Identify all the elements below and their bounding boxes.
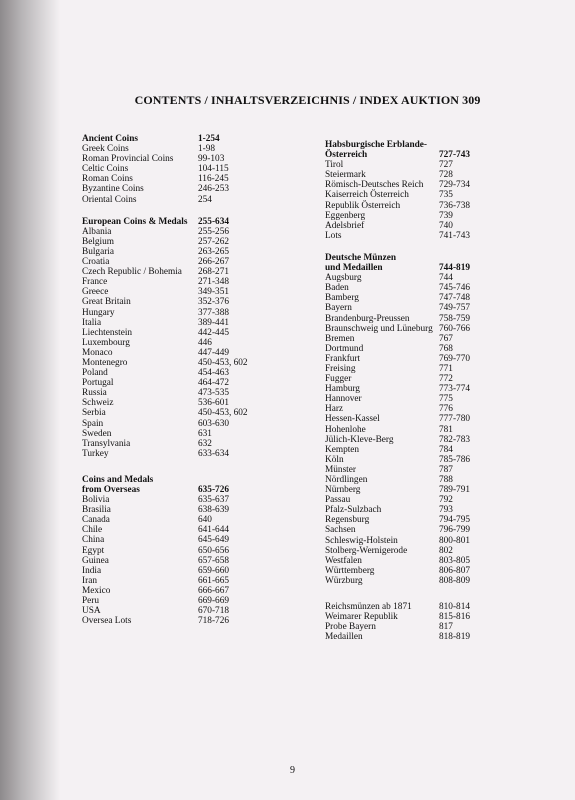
entry-name: Harz [325, 404, 344, 415]
index-section [82, 475, 277, 626]
entry-name: Römisch-Deutsches Reich [325, 180, 424, 191]
entry-name: Liechtenstein [82, 327, 133, 338]
index-entry [82, 287, 277, 297]
entry-name: Poland [82, 368, 108, 379]
entry-name: Frankfurt [325, 353, 361, 364]
index-entry [82, 388, 277, 398]
entry-name: Münster [325, 464, 356, 475]
entry-name: Hungary [82, 307, 115, 318]
index-entry [325, 180, 525, 190]
index-entry [82, 606, 277, 616]
entry-lot-range: 669-669 [198, 596, 229, 607]
index-entry [325, 364, 525, 374]
entry-lot-range: 442-445 [198, 327, 229, 338]
entry-name: Pfalz-Sulzbach [325, 505, 382, 516]
entry-name: Dortmund [325, 343, 364, 354]
index-entry [325, 314, 525, 324]
entry-lot-range: 255-256 [198, 226, 229, 237]
entry-name: Fugger [325, 374, 352, 385]
index-entry [325, 455, 525, 465]
entry-name: USA [82, 606, 101, 617]
entry-name: Tirol [325, 160, 344, 171]
index-entry [82, 419, 277, 429]
page-number: 9 [290, 765, 295, 776]
entry-name: Republik Österreich [325, 200, 401, 211]
entry-name: Guinea [82, 555, 109, 566]
entry-lot-range: 785-786 [439, 454, 470, 465]
entry-lot-range: 271-348 [198, 277, 229, 288]
entry-name: Portugal [82, 378, 114, 389]
entry-lot-range: 794-795 [439, 515, 470, 526]
entry-name: Sachsen [325, 525, 356, 536]
entry-name: Probe Bayern [325, 622, 376, 633]
entry-lot-range: 793 [439, 505, 453, 516]
entry-name: Brasilia [82, 505, 111, 516]
index-entry [82, 174, 277, 184]
index-entry [82, 348, 277, 358]
entry-lot-range: 749-757 [439, 303, 470, 314]
entry-name: Regensburg [325, 515, 370, 526]
entry-lot-range: 744 [439, 273, 453, 284]
index-entry [325, 344, 525, 354]
entry-lot-range: 767 [439, 333, 453, 344]
entry-lot-range: 650-656 [198, 545, 229, 556]
entry-lot-range: 633-634 [198, 448, 229, 459]
entry-name: Schweiz [82, 398, 114, 409]
entry-lot-range: 99-103 [198, 154, 225, 165]
section-heading-title: European Coins & Medals [82, 216, 188, 227]
section-heading [82, 485, 277, 495]
index-entry [325, 354, 525, 364]
index-entry [325, 546, 525, 556]
index-entry [325, 576, 525, 586]
index-entry [325, 394, 525, 404]
entry-lot-range: 740 [439, 220, 453, 231]
index-entry [325, 273, 525, 283]
entry-lot-range: 536-601 [198, 398, 229, 409]
index-entry [325, 170, 525, 180]
index-entry [82, 525, 277, 535]
index-entry [325, 485, 525, 495]
entry-name: Bayern [325, 303, 352, 314]
index-entry [325, 211, 525, 221]
section-heading [82, 475, 277, 485]
entry-lot-range: 450-453, 602 [198, 408, 248, 419]
section-heading-range: 727-743 [439, 150, 470, 161]
index-entry [325, 414, 525, 424]
page-title: CONTENTS / INHALTSVERZEICHNIS / INDEX AUKTION 309 [134, 93, 481, 107]
entry-name: Adelsbrief [325, 220, 365, 231]
entry-name: Kempten [325, 444, 360, 455]
entry-name: Great Britain [82, 297, 131, 308]
section-heading [325, 263, 525, 273]
section-heading [325, 253, 525, 263]
index-entry [325, 231, 525, 241]
index-entry [325, 536, 525, 546]
index-entry [82, 378, 277, 388]
entry-lot-range: 747-748 [439, 293, 470, 304]
index-entry [325, 221, 525, 231]
index-entry [82, 546, 277, 556]
entry-lot-range: 729-734 [439, 180, 470, 191]
entry-name: Turkey [82, 448, 109, 459]
entry-lot-range: 640 [198, 515, 212, 526]
entry-lot-range: 745-746 [439, 283, 470, 294]
index-entry [82, 495, 277, 505]
entry-name: Iran [82, 575, 97, 586]
index-entry [82, 566, 277, 576]
entry-name: Nürnberg [325, 485, 361, 496]
entry-name: Eggenberg [325, 210, 366, 221]
entry-lot-range: 775 [439, 394, 453, 405]
index-entry [82, 227, 277, 237]
entry-lot-range: 268-271 [198, 267, 229, 278]
index-entry [82, 596, 277, 606]
entry-lot-range: 796-799 [439, 525, 470, 536]
entry-name: Oriental Coins [82, 194, 137, 205]
section-heading-title: Ancient Coins [82, 134, 139, 144]
entry-name: Serbia [82, 408, 106, 419]
section-heading-range: 255-634 [198, 216, 229, 227]
entry-name: Würzburg [325, 575, 363, 586]
left-column [82, 134, 277, 642]
index-entry [82, 586, 277, 596]
index-entry [325, 334, 525, 344]
section-heading-title: from Overseas [82, 485, 140, 495]
entry-name: Montenegro [82, 357, 128, 368]
index-entry [82, 257, 277, 267]
index-entry [325, 475, 525, 485]
entry-lot-range: 735 [439, 190, 453, 201]
index-entry [82, 164, 277, 174]
entry-lot-range: 788 [439, 475, 453, 485]
index-entry [325, 374, 525, 384]
entry-name: Greek Coins [82, 144, 129, 155]
entry-lot-range: 603-630 [198, 418, 229, 429]
entry-lot-range: 632 [198, 438, 212, 449]
entry-lot-range: 800-801 [439, 535, 470, 546]
entry-lot-range: 246-253 [198, 184, 229, 195]
entry-name: Egypt [82, 545, 105, 556]
index-entry [82, 277, 277, 287]
index-entry [82, 398, 277, 408]
entry-lot-range: 645-649 [198, 535, 229, 546]
index-entry [325, 495, 525, 505]
entry-name: Passau [325, 495, 351, 506]
index-entry [82, 318, 277, 328]
entry-lot-range: 659-660 [198, 565, 229, 576]
entry-name: Bulgaria [82, 246, 115, 257]
entry-name: Transylvania [82, 438, 131, 449]
entry-lot-range: 454-463 [198, 368, 229, 379]
entry-name: Nördlingen [325, 475, 368, 485]
entry-lot-range: 815-816 [439, 612, 470, 623]
entry-lot-range: 727 [439, 160, 453, 171]
entry-lot-range: 631 [198, 428, 212, 439]
entry-name: Braunschweig und Lüneburg [325, 323, 433, 334]
entry-name: Croatia [82, 257, 110, 268]
index-entry [82, 368, 277, 378]
entry-name: Peru [82, 596, 100, 607]
entry-name: Czech Republic / Bohemia [82, 267, 182, 278]
entry-lot-range: 447-449 [198, 347, 229, 358]
entry-lot-range: 736-738 [439, 200, 470, 211]
index-entry [325, 303, 525, 313]
entry-name: Greece [82, 287, 109, 298]
entry-lot-range: 728 [439, 170, 453, 181]
section-heading-title: Coins and Medals [82, 474, 154, 485]
entry-name: Mexico [82, 585, 111, 596]
entry-lot-range: 803-805 [439, 555, 470, 566]
entry-name: Weimarer Republik [325, 612, 398, 623]
index-section [325, 602, 525, 642]
entry-lot-range: 257-262 [198, 236, 229, 247]
entry-name: Stolberg-Wernigerode [325, 545, 408, 556]
index-entry [325, 425, 525, 435]
index-entry [82, 154, 277, 164]
index-entry [325, 283, 525, 293]
entry-lot-range: 263-265 [198, 246, 229, 257]
index-entry [325, 505, 525, 515]
entry-name: Bremen [325, 333, 355, 344]
entry-lot-range: 718-726 [198, 616, 229, 627]
entry-name: Hessen-Kassel [325, 414, 380, 425]
section-heading [82, 217, 277, 227]
entry-lot-range: 473-535 [198, 388, 229, 399]
section-heading [325, 140, 525, 150]
entry-lot-range: 670-718 [198, 606, 229, 617]
entry-name: Jülich-Kleve-Berg [325, 434, 394, 445]
entry-lot-range: 781 [439, 424, 453, 435]
section-heading [82, 134, 277, 144]
binding-shadow [0, 0, 60, 800]
entry-lot-range: 739 [439, 210, 453, 221]
entry-lot-range: 661-665 [198, 575, 229, 586]
index-entry [325, 324, 525, 334]
index-entry [325, 160, 525, 170]
entry-lot-range: 802 [439, 545, 453, 556]
entry-lot-range: 464-472 [198, 378, 229, 389]
entry-lot-range: 792 [439, 495, 453, 506]
index-entry [82, 439, 277, 449]
index-entry [325, 622, 525, 632]
section-heading-title: Österreich [325, 150, 368, 161]
index-entry [325, 465, 525, 475]
index-entry [325, 566, 525, 576]
entry-name: Hohenlohe [325, 424, 366, 435]
entry-name: Schleswig-Holstein [325, 535, 398, 546]
index-entry [82, 247, 277, 257]
entry-name: Sweden [82, 428, 112, 439]
index-section [325, 253, 525, 586]
index-entry [325, 515, 525, 525]
index-entry [82, 535, 277, 545]
index-entry [82, 408, 277, 418]
entry-lot-range: 810-814 [439, 602, 470, 613]
index-entry [82, 556, 277, 566]
index-entry [82, 297, 277, 307]
index-entry [325, 293, 525, 303]
entry-lot-range: 818-819 [439, 632, 470, 643]
entry-name: Luxembourg [82, 337, 130, 348]
entry-name: Brandenburg-Preussen [325, 313, 410, 324]
index-entry [82, 195, 277, 205]
index-entry [82, 144, 277, 154]
index-entry [82, 358, 277, 368]
index-entry [82, 267, 277, 277]
index-entry [325, 632, 525, 642]
entry-lot-range: 784 [439, 444, 453, 455]
entry-name: Hannover [325, 394, 362, 405]
entry-name: France [82, 277, 108, 288]
index-entry [82, 237, 277, 247]
entry-lot-range: 768 [439, 343, 453, 354]
entry-name: Medaillen [325, 632, 363, 643]
right-column [325, 140, 525, 658]
entry-name: Steiermark [325, 170, 366, 181]
entry-lot-range: 638-639 [198, 505, 229, 516]
index-entry [325, 384, 525, 394]
entry-lot-range: 352-376 [198, 297, 229, 308]
entry-lot-range: 1-98 [198, 144, 216, 155]
index-entry [325, 435, 525, 445]
index-entry [82, 576, 277, 586]
entry-lot-range: 817 [439, 622, 453, 633]
section-heading-range: 635-726 [198, 485, 229, 495]
index-entry [325, 201, 525, 211]
entry-lot-range: 635-637 [198, 495, 229, 506]
entry-lot-range: 741-743 [439, 230, 470, 241]
section-heading [325, 150, 525, 160]
entry-name: Reichsmünzen ab 1871 [325, 602, 412, 613]
entry-lot-range: 266-267 [198, 257, 229, 268]
entry-name: Bolivia [82, 495, 110, 506]
entry-name: Russia [82, 388, 107, 399]
entry-name: Kaiserreich Österreich [325, 190, 409, 201]
entry-lot-range: 787 [439, 464, 453, 475]
entry-lot-range: 782-783 [439, 434, 470, 445]
entry-name: Celtic Coins [82, 164, 129, 175]
entry-lot-range: 789-791 [439, 485, 470, 496]
entry-name: Albania [82, 226, 112, 237]
section-heading-range: 744-819 [439, 263, 470, 274]
entry-lot-range: 641-644 [198, 525, 229, 536]
index-entry [82, 184, 277, 194]
index-entry [82, 328, 277, 338]
entry-lot-range: 769-770 [439, 353, 470, 364]
entry-name: Roman Provincial Coins [82, 154, 174, 165]
entry-name: Augsburg [325, 273, 362, 284]
entry-name: Roman Coins [82, 174, 133, 185]
index-section [82, 134, 277, 205]
entry-lot-range: 772 [439, 374, 453, 385]
entry-name: Belgium [82, 236, 115, 247]
entry-lot-range: 657-658 [198, 555, 229, 566]
entry-lot-range: 446 [198, 337, 212, 348]
index-entry [82, 429, 277, 439]
entry-name: Spain [82, 418, 104, 429]
index-entry [325, 602, 525, 612]
index-entry [325, 612, 525, 622]
entry-name: Italia [82, 317, 102, 328]
entry-lot-range: 254 [198, 194, 212, 205]
entry-lot-range: 666-667 [198, 585, 229, 596]
entry-lot-range: 389-441 [198, 317, 229, 328]
entry-name: Oversea Lots [82, 616, 132, 627]
entry-name: Baden [325, 283, 349, 294]
index-entry [82, 616, 277, 626]
entry-lot-range: 450-453, 602 [198, 357, 248, 368]
index-entry [325, 525, 525, 535]
index-entry [325, 404, 525, 414]
index-entry [82, 308, 277, 318]
section-heading-title: Habsburgische Erblande- [325, 140, 428, 150]
entry-lot-range: 773-774 [439, 384, 470, 395]
entry-lot-range: 104-115 [198, 164, 229, 175]
entry-lot-range: 808-809 [439, 575, 470, 586]
entry-name: Bamberg [325, 293, 359, 304]
entry-lot-range: 776 [439, 404, 453, 415]
entry-name: Hamburg [325, 384, 360, 395]
entry-name: Württemberg [325, 565, 375, 576]
index-entry [82, 505, 277, 515]
entry-lot-range: 758-759 [439, 313, 470, 324]
index-section [325, 140, 525, 241]
section-heading-title: Deutsche Münzen [325, 252, 397, 263]
entry-name: Köln [325, 454, 344, 465]
entry-lot-range: 760-766 [439, 323, 470, 334]
index-entry [82, 449, 277, 459]
section-heading-range: 1-254 [198, 134, 220, 144]
index-entry [82, 338, 277, 348]
entry-name: Lots [325, 230, 342, 241]
entry-name: Monaco [82, 347, 113, 358]
index-entry [325, 190, 525, 200]
entry-lot-range: 771 [439, 363, 453, 374]
section-heading-title: und Medaillen [325, 263, 383, 274]
entry-name: Westfalen [325, 555, 362, 566]
entry-lot-range: 349-351 [198, 287, 229, 298]
entry-name: Freising [325, 363, 356, 374]
index-entry [82, 515, 277, 525]
entry-name: China [82, 535, 105, 546]
entry-lot-range: 116-245 [198, 174, 229, 185]
entry-name: India [82, 565, 102, 576]
entry-name: Byzantine Coins [82, 184, 144, 195]
entry-lot-range: 777-780 [439, 414, 470, 425]
entry-name: Chile [82, 525, 103, 536]
index-entry [325, 556, 525, 566]
index-section [82, 217, 277, 459]
entry-lot-range: 806-807 [439, 565, 470, 576]
index-entry [325, 445, 525, 455]
entry-name: Canada [82, 515, 110, 526]
entry-lot-range: 377-388 [198, 307, 229, 318]
